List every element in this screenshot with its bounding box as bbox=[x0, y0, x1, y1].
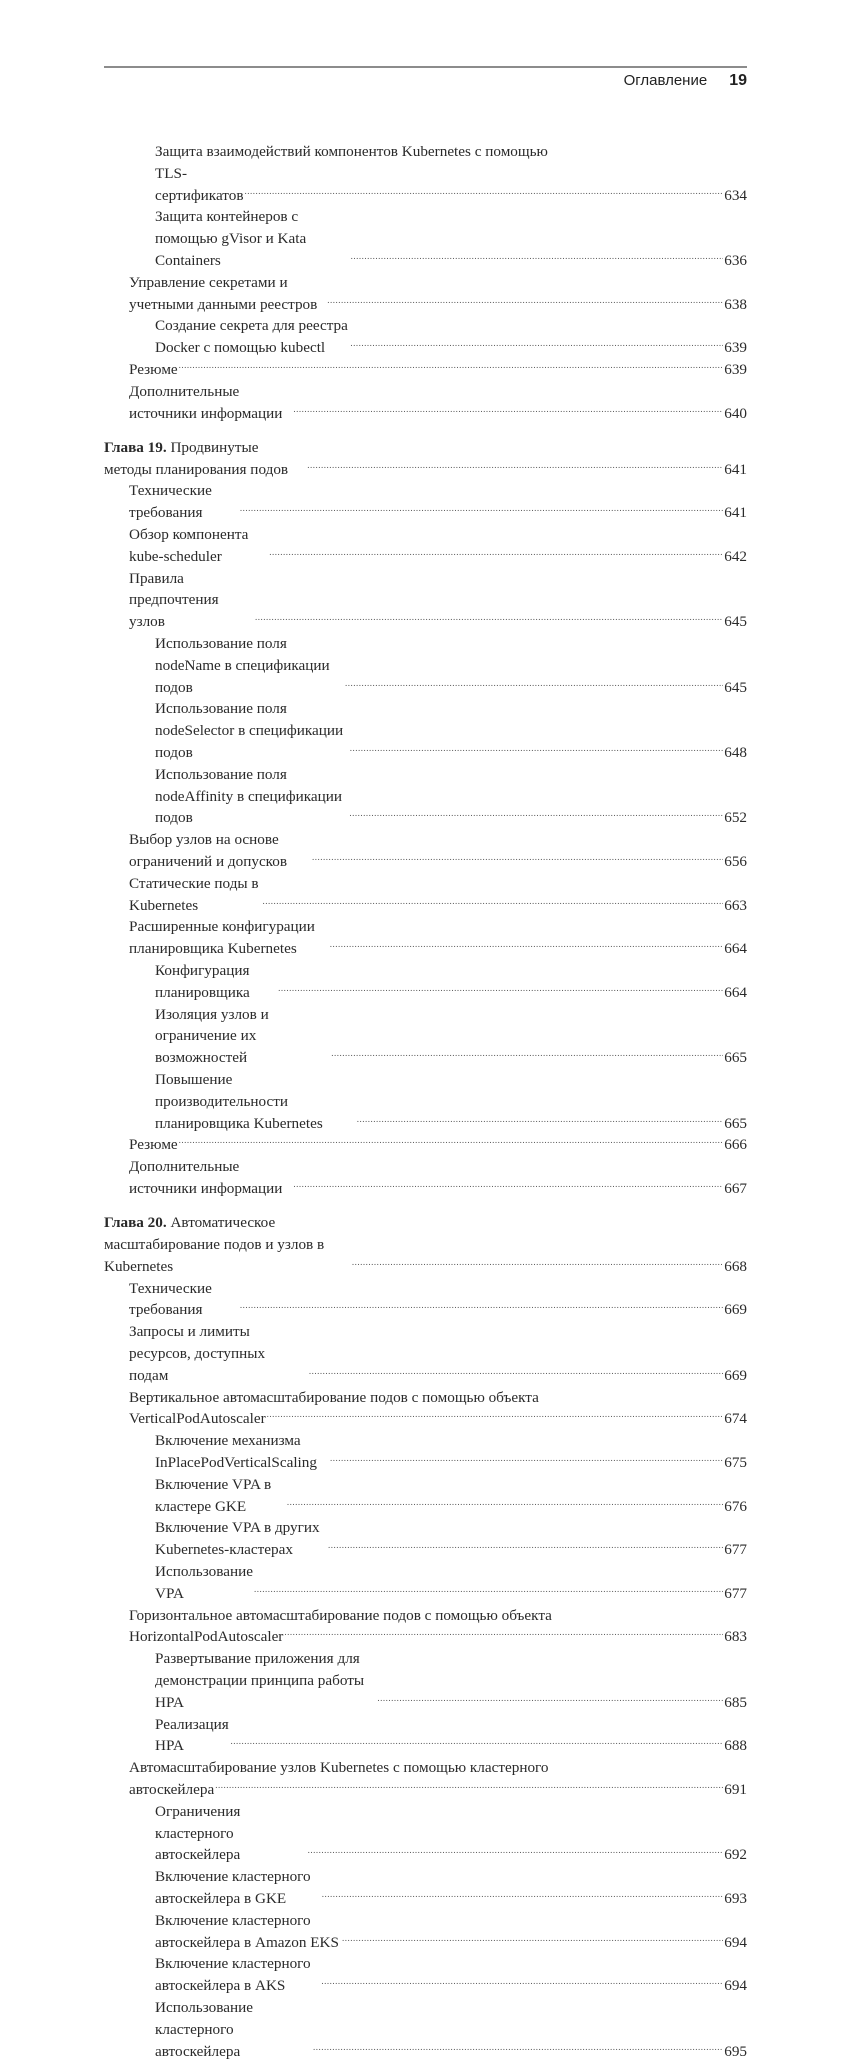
dot-leader bbox=[328, 1535, 723, 1557]
toc-entry-page: 664 bbox=[724, 983, 747, 1001]
toc-entry[interactable] bbox=[104, 633, 747, 698]
dot-leader bbox=[293, 1174, 723, 1196]
toc-chapter-entry[interactable] bbox=[104, 437, 747, 481]
dot-leader bbox=[350, 738, 723, 760]
toc-entry-title: Выбор узлов на основе ограничений и допусков bbox=[129, 831, 288, 870]
toc-entry-title: Использование поля nodeAffinity в спецификации подов bbox=[155, 765, 343, 827]
dot-leader bbox=[263, 891, 724, 913]
chapter-label: Глава 19. bbox=[104, 438, 167, 456]
toc-entry-title: Обзор компонента kube-scheduler bbox=[129, 526, 249, 565]
toc-entry-page: 640 bbox=[724, 404, 747, 422]
toc-entry[interactable] bbox=[104, 1430, 747, 1474]
toc-entry[interactable] bbox=[104, 960, 747, 1004]
toc-entry[interactable] bbox=[104, 480, 747, 524]
toc-entry-title: VerticalPodAutoscaler bbox=[129, 1410, 266, 1428]
table-of-contents bbox=[104, 141, 747, 2062]
toc-entry[interactable] bbox=[104, 1069, 747, 1134]
dot-leader bbox=[342, 1928, 723, 1950]
toc-chapter-entry[interactable] bbox=[104, 1212, 747, 1277]
toc-entry-title: Создание секрета для реестра Docker с помощью kubectl bbox=[155, 317, 348, 357]
dot-leader bbox=[330, 1448, 723, 1470]
toc-entry-page: 667 bbox=[724, 1179, 747, 1197]
toc-entry[interactable] bbox=[104, 1801, 747, 1866]
toc-entry-title bbox=[104, 437, 306, 481]
toc-entry-page: 645 bbox=[724, 678, 747, 696]
page-number: 19 bbox=[729, 72, 747, 89]
toc-entry-page: 666 bbox=[724, 1136, 747, 1154]
toc-entry-title: Дополнительные источники информации bbox=[129, 382, 283, 422]
toc-entry[interactable] bbox=[104, 568, 747, 633]
toc-entry-title: Включение механизма InPlacePodVerticalScaling bbox=[155, 1432, 317, 1472]
chapter-label: Глава 20. bbox=[104, 1214, 167, 1232]
toc-entry-page: 685 bbox=[724, 1693, 747, 1711]
toc-entry[interactable] bbox=[104, 1156, 747, 1200]
toc-entry-title: Развертывание приложения для демонстрации принципа работы HPA bbox=[155, 1650, 365, 1711]
toc-entry[interactable] bbox=[104, 1997, 747, 2062]
dot-leader bbox=[309, 1361, 723, 1383]
toc-entry[interactable] bbox=[104, 272, 747, 316]
dot-leader bbox=[179, 1130, 724, 1152]
toc-entry-title-line: Автомасштабирование узлов Kubernetes с помощью кластерного bbox=[129, 1759, 549, 1777]
toc-entry-title: Использование кластерного автоскейлера bbox=[155, 1998, 253, 2060]
toc-entry[interactable] bbox=[104, 1517, 747, 1561]
dot-leader bbox=[254, 1579, 723, 1601]
toc-entry-page: 677 bbox=[724, 1584, 747, 1602]
toc-entry-page: 656 bbox=[724, 853, 747, 870]
toc-entry-page: 694 bbox=[724, 1933, 747, 1951]
toc-entry-title: Технические требования bbox=[129, 1279, 212, 1319]
toc-entry-page: 634 bbox=[724, 186, 747, 204]
toc-entry[interactable] bbox=[104, 873, 747, 917]
toc-entry-title: Реализация HPA bbox=[155, 1715, 229, 1755]
toc-entry[interactable] bbox=[104, 829, 747, 873]
toc-entry-title: Использование VPA bbox=[155, 1563, 253, 1602]
toc-entry-page: 641 bbox=[724, 504, 747, 522]
toc-entry-page: 683 bbox=[724, 1628, 747, 1646]
dot-leader bbox=[245, 181, 724, 203]
dot-leader bbox=[331, 1043, 723, 1065]
toc-entry[interactable] bbox=[104, 916, 747, 960]
toc-entry-title: Ограничения кластерного автоскейлера bbox=[155, 1802, 241, 1864]
toc-entry-title: Резюме bbox=[129, 360, 178, 378]
toc-entry[interactable] bbox=[104, 698, 747, 763]
toc-entry-page: 638 bbox=[724, 295, 747, 313]
dot-leader bbox=[350, 333, 723, 355]
toc-entry-title: Включение VPA в кластере GKE bbox=[155, 1475, 272, 1515]
toc-entry[interactable] bbox=[104, 141, 747, 206]
toc-entry-page: 693 bbox=[724, 1889, 747, 1907]
toc-entry-title: Защита контейнеров с помощью gVisor и Kata Containers bbox=[155, 208, 307, 269]
dot-leader bbox=[349, 803, 723, 825]
toc-entry-page: 694 bbox=[724, 1977, 747, 1995]
chapter-title: Продвинутые методы планирования подов bbox=[104, 438, 289, 478]
header-rule bbox=[104, 66, 747, 68]
toc-entry-page: 664 bbox=[724, 940, 747, 958]
toc-entry[interactable] bbox=[104, 1278, 747, 1322]
dot-leader bbox=[313, 2037, 723, 2059]
dot-leader bbox=[215, 1775, 723, 1797]
toc-entry-title: Конфигурация планировщика bbox=[155, 961, 250, 1001]
toc-entry-title-line: Защита взаимодействий компонентов Kubernetes с помощью bbox=[155, 143, 548, 160]
toc-entry[interactable] bbox=[104, 1321, 747, 1386]
toc-entry[interactable] bbox=[104, 1387, 747, 1431]
dot-leader bbox=[322, 1884, 724, 1906]
toc-entry[interactable] bbox=[104, 1004, 747, 1069]
toc-entry-title: Правила предпочтения узлов bbox=[129, 569, 219, 631]
toc-entry-title: Использование поля nodeName в спецификации подов bbox=[155, 635, 330, 696]
toc-entry[interactable] bbox=[104, 1714, 747, 1758]
dot-leader bbox=[307, 455, 723, 477]
toc-entry-page: 688 bbox=[724, 1737, 747, 1755]
toc-entry-page: 676 bbox=[724, 1497, 747, 1515]
running-head-title: Оглавление bbox=[623, 72, 708, 89]
dot-leader bbox=[308, 1840, 724, 1862]
toc-entry-page: 665 bbox=[724, 1049, 747, 1067]
toc-entry[interactable] bbox=[104, 1134, 747, 1156]
toc-entry-page: 675 bbox=[724, 1454, 747, 1472]
toc-entry[interactable] bbox=[104, 1866, 747, 1910]
dot-leader bbox=[357, 1109, 723, 1131]
dot-leader bbox=[327, 290, 723, 312]
toc-entry-title: Включение кластерного автоскейлера в GKE bbox=[155, 1868, 311, 1907]
toc-entry[interactable] bbox=[104, 206, 747, 271]
toc-entry-page: 663 bbox=[724, 896, 747, 914]
toc-entry-title: Технические требования bbox=[129, 482, 212, 522]
toc-entry-title: Включение кластерного автоскейлера в AKS bbox=[155, 1955, 311, 1995]
dot-leader bbox=[267, 1404, 724, 1426]
toc-entry-page: 669 bbox=[724, 1301, 747, 1319]
dot-leader bbox=[231, 1731, 724, 1753]
dot-leader bbox=[278, 978, 723, 1000]
toc-entry[interactable] bbox=[104, 1910, 747, 1954]
toc-entry-page: 652 bbox=[724, 809, 747, 827]
dot-leader bbox=[240, 498, 723, 520]
toc-entry-title: Использование поля nodeSelector в спецификации подов bbox=[155, 700, 344, 762]
toc-entry[interactable] bbox=[104, 1561, 747, 1605]
dot-leader bbox=[312, 847, 723, 869]
toc-entry[interactable] bbox=[104, 359, 747, 381]
toc-entry-title: HorizontalPodAutoscaler bbox=[129, 1628, 284, 1646]
toc-entry-page: 695 bbox=[724, 2042, 747, 2060]
toc-entry-page: 668 bbox=[724, 1257, 747, 1275]
toc-entry-page: 677 bbox=[724, 1541, 747, 1559]
toc-entry-title: TLS-сертификатов bbox=[155, 164, 244, 204]
running-head bbox=[624, 72, 747, 90]
dot-leader bbox=[293, 399, 723, 421]
dot-leader bbox=[345, 673, 723, 695]
toc-entry-title: Расширенные конфигурации планировщика Kubernetes bbox=[129, 918, 315, 958]
toc-entry-title: автоскейлера bbox=[129, 1780, 215, 1798]
dot-leader bbox=[321, 1971, 723, 1993]
toc-entry-title-line: Горизонтальное автомасштабирование подов с помощью объекта bbox=[129, 1606, 552, 1624]
dot-leader bbox=[284, 1622, 723, 1644]
toc-entry-title: Включение VPA в других Kubernetes-кластерах bbox=[155, 1519, 320, 1559]
dot-leader bbox=[269, 542, 723, 564]
dot-leader bbox=[377, 1688, 723, 1710]
dot-leader bbox=[287, 1492, 723, 1514]
toc-entry-title: Статические поды в Kubernetes bbox=[129, 874, 259, 914]
toc-entry-title-line: Вертикальное автомасштабирование подов с помощью объекта bbox=[129, 1388, 539, 1406]
toc-entry-page: 691 bbox=[724, 1780, 747, 1798]
toc-entry-title: Запросы и лимиты ресурсов, доступных подам bbox=[129, 1323, 266, 1384]
toc-entry-page: 692 bbox=[724, 1846, 747, 1864]
chapter-title: Автоматическое масштабирование подов и узлов в Kubernetes bbox=[104, 1214, 325, 1275]
toc-entry[interactable] bbox=[104, 315, 747, 359]
dot-leader bbox=[351, 246, 724, 268]
dot-leader bbox=[352, 1252, 723, 1274]
toc-entry-title: Резюме bbox=[129, 1136, 178, 1154]
toc-entry-title: Изоляция узлов и ограничение их возможностей bbox=[155, 1005, 269, 1067]
toc-entry-page: 665 bbox=[724, 1114, 747, 1132]
toc-entry-page: 674 bbox=[724, 1410, 747, 1428]
toc-entry-page: 669 bbox=[724, 1366, 747, 1384]
toc-entry[interactable] bbox=[104, 1474, 747, 1518]
toc-entry-page: 645 bbox=[724, 613, 747, 631]
toc-entry-page: 636 bbox=[724, 251, 747, 269]
toc-entry[interactable] bbox=[104, 1648, 747, 1713]
toc-entry-page: 648 bbox=[724, 744, 747, 762]
toc-entry[interactable] bbox=[104, 1757, 747, 1801]
toc-entry-page: 639 bbox=[724, 339, 747, 357]
toc-entry-page: 639 bbox=[724, 360, 747, 378]
toc-entry-page: 642 bbox=[724, 547, 747, 565]
toc-entry-title: Управление секретами и учетными данными реестров bbox=[129, 273, 318, 313]
toc-entry[interactable] bbox=[104, 1953, 747, 1997]
dot-leader bbox=[179, 355, 724, 377]
toc-entry-title: Повышение производительности планировщика Kubernetes bbox=[155, 1070, 323, 1132]
toc-entry-page: 641 bbox=[724, 460, 747, 478]
toc-entry[interactable] bbox=[104, 381, 747, 425]
toc-entry-title: Дополнительные источники информации bbox=[129, 1158, 283, 1197]
dot-leader bbox=[255, 607, 723, 629]
dot-leader bbox=[330, 934, 723, 956]
toc-entry-title bbox=[104, 1212, 351, 1277]
toc-entry[interactable] bbox=[104, 524, 747, 568]
dot-leader bbox=[240, 1295, 723, 1317]
toc-entry-title: Включение кластерного автоскейлера в Amazon EKS bbox=[155, 1911, 339, 1951]
toc-entry[interactable] bbox=[104, 1605, 747, 1649]
toc-entry[interactable] bbox=[104, 764, 747, 829]
